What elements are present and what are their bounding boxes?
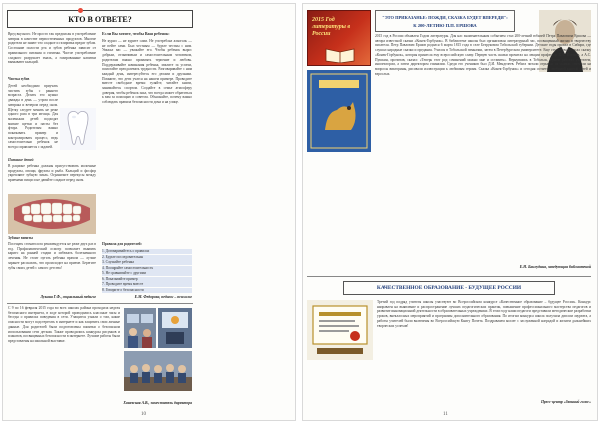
kids-at-computers-photo [124, 308, 156, 348]
dental-intro: Вред вкусного. Не просто так предписан в употребление завтрак в качестве первостепенных продуктов. Многие родители не знают что сладкое и газировка вредят зубам. Состояние полости рта и зубов ребенка зависит от правильного питания и гигиены. Частое употребление сладкого разрушает эмаль, а газированные напитки вымывают кальций. [8, 32, 96, 65]
ershov-signature: Е.Н. Баилудина, заведующая библиотекой [519, 265, 591, 269]
list-item: 4. Поощряйте самостоятельность [102, 266, 192, 271]
ask-box-title: КТО В ОТВЕТЕ? [68, 15, 132, 24]
quality-title: КАЧЕСТВЕННОЕ ОБРАЗОВАНИЕ - БУДУЩЕЕ РОССИИ [376, 285, 522, 291]
ask-box [7, 10, 193, 28]
ershov-title-line2: К 200-ЛЕТИЮ П.П. ЕРШОВА [413, 23, 477, 28]
award-photo [307, 300, 373, 360]
ershov-title-box [375, 10, 515, 32]
page-margin-strip [199, 10, 291, 410]
bottom-article-signature: Ханевская А.В., заместитель директора [123, 401, 192, 405]
ershov-body: 2015 год в России объявлен Годом литературы. Для нас знаменательным событием стал 200-летний юбилей Петра Павловича Ершова — автора известной сказки «Конек-Горбунок». В библиотеке школы был организован литературный час, посвященный жизни и творчеству писателя. Петр Павлович Ершов родился 6 марта 1815 года в селе Безруковом Тобольской губернии. Детские годы провел в Сибири, где слушал народные сказки и предания. Учился в Тобольской гимназии, затем в Петербургском университете. Еще студентом написал сказку «Конек-Горбунок», которая принесла ему всероссийскую славу. Первую часть сказки прочитал на лекции профессор П.А. Плетнев, а А.С. Пушкин, прочитав, сказал: «Теперь этот род сочинений можно мне и оставить». Вернувшись в Тобольск, Ершов работал учителем, инспектором, а затем директором гимназии. Среди его учеников был Д.И. Менделеев. Ребята читали отрывки из сказки, отвечали на вопросы викторины, рисовали иллюстрации к любимым героям. Сказка «Конек-Горбунок» и сегодня остается любимой книгой детей и взрослых. [375, 34, 591, 76]
teeth-photo [8, 194, 96, 234]
parenting-body: Не курил — не курите сами. Не употреблял алкоголь — не пейте сами. Был честным — будьте честны с ним. Уважал вас — уважайте его. Чтобы ребенок вырос добрым, отзывчивым и самостоятельным человеком, родителям важно проявлять терпение и любовь. Поддерживайте начинания ребенка, хвалите за успехи, помогайте преодолевать трудности. Разговаривайте с ним каждый день, интересуйтесь его делами и друзьями. Помните, что дети учатся на нашем примере. Проводите вместе свободное время: гуляйте, читайте книги, занимайтесь спортом. Создайте в семье атмосферу доверия, чтобы ребенок знал, что всегда может обратиться к вам за помощью и советом. Объясняйте, почему важно соблюдать правила безопасности дома и на улице. [102, 39, 192, 105]
konek-gorbunok-cover [307, 70, 371, 152]
year-of-literature-banner [307, 10, 371, 66]
left-page [3, 4, 295, 420]
parenting-list [102, 249, 192, 293]
quality-signature: Пресс-центр «Звонкий голос» [540, 400, 591, 404]
internet-safety-photo [158, 308, 192, 348]
list-item: 6. Показывайте пример [102, 277, 192, 282]
banner-title: 2015 Год литературы в России [312, 17, 351, 37]
parenting-list-title: Правила для родителей: [102, 242, 142, 246]
list-item: 5. Не сравнивайте с другими [102, 271, 192, 276]
page-number: 11 [443, 412, 448, 417]
bottom-article-body: С 9 по 16 февраля 2015 года во всех школах района проходила неделя безопасного интернета, в ходе которой проводились классные часы и беседы о правилах поведения в сети. Учащиеся узнали о том, какие опасности могут подстерегать в интернете и как защитить свои личные данные. Для родителей были подготовлены памятки о безопасном использовании сети детьми. Также проводились конкурсы рисунков и плакатов, посвященных безопасности в интернете. Лучшие работы были представлены на школьной выставке. [8, 306, 120, 343]
parenting-title: Если Вы хотите, чтобы Ваш ребенок: [102, 32, 170, 36]
divider [307, 276, 591, 277]
dental-body-3: Посещать стоматолога рекомендуется не реже двух раз в год. Профилактический осмотр позволяет выявить кариес на ранней стадии и избежать болезненного лечения. Не стоит пугать ребенка врачом — лучше заранее рассказать, что происходит на приеме. Берегите зубы своих детей с самого детства! [8, 242, 96, 270]
parenting-signature: Е.М. Федорова, педагог – психолог [134, 295, 192, 299]
ershov-title-line1: "ЭТО ПРИКАЗАНЬЕ: ПОЖДИ, СКАЗКА БУДЕТ ВПЕРЕДИ": [382, 15, 508, 20]
list-item: 3. Слушайте ребенка [102, 260, 192, 265]
dental-section: Чистка зубов [8, 77, 30, 81]
list-item: 7. Проводите время вместе [102, 282, 192, 287]
dental-signature: Лукина Г.Ф., социальный педагог [40, 295, 96, 299]
right-page [303, 4, 597, 420]
quality-title-box [343, 281, 555, 295]
dental-body: Детей необходимо приучать чистить зубы с раннего возраста. Делать это нужно дважды в день — утром после завтрака и вечером перед сном. Щетку следует менять не реже одного раза в три месяца. Для маленьких детей подходят мягкие щетки и пасты без фтора. Родителям важно показывать пример и контролировать процесс, ведь самостоятельно ребенок не всегда справляется с задачей. [8, 84, 58, 150]
divider [7, 303, 193, 304]
dental-subhead: Питание детей [8, 158, 34, 162]
list-item: 2. Будьте последовательны [102, 255, 192, 260]
page-number: 10 [141, 412, 146, 417]
list-item: 1. Договаривайтесь о правилах [102, 249, 192, 254]
dental-body-2: В рационе ребенка должны присутствовать молочные продукты, овощи, фрукты и рыба. Кальций и фосфор укрепляют зубную эмаль. Ограничьте перекусы между приемами пищи и не давайте сладкое перед сном. [8, 164, 96, 183]
dental-subhead-2: Зубные визиты [8, 236, 33, 240]
list-item: 8. Говорите о безопасности [102, 288, 192, 293]
pin-icon [78, 8, 83, 13]
tooth-illustration [60, 108, 96, 150]
book-icon [324, 47, 356, 63]
quality-body: Третий год подряд учителя школы участвуют во Всероссийском конкурсе «Качественное образование – будущее России». Конкурс направлен на выявление и распространение лучших педагогических практик, повышение профессионального мастерства педагогов и развитие инновационной деятельности в образовательных учреждениях. В этом году наши педагоги представили методические разработки уроков, внеклассных мероприятий и программы дополнительного образования. По итогам конкурса школа получила диплом лауреата, а работы учителей были включены во Всероссийскую Книгу Почета. Поздравляем коллег с заслуженной наградой и желаем дальнейших творческих успехов! [377, 300, 591, 328]
class-photo [124, 351, 192, 391]
